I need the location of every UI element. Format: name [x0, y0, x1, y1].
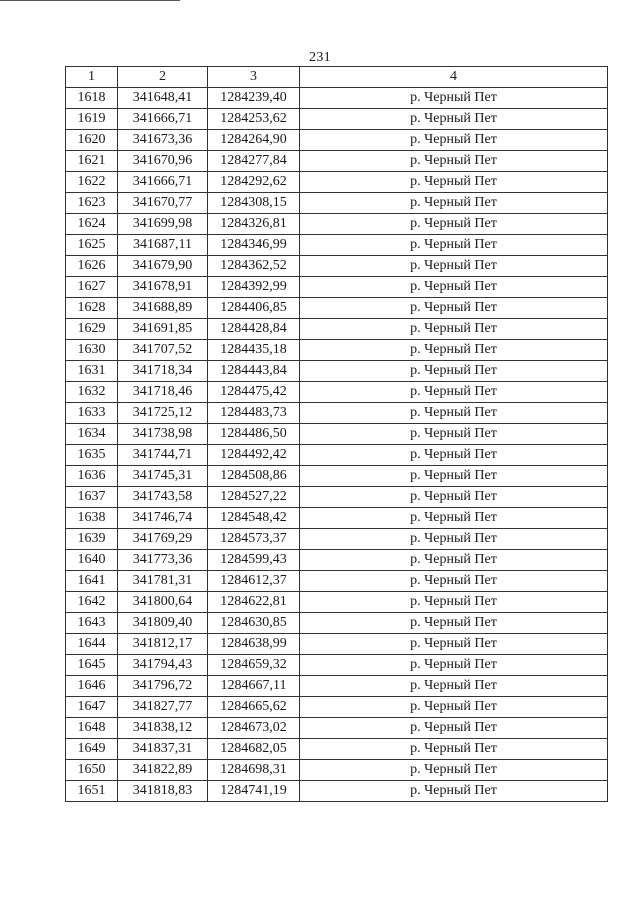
table-header — [66, 67, 608, 88]
point-number-cell: 1641 — [66, 571, 118, 592]
y-coordinate-cell: 1284638,99 — [208, 634, 300, 655]
table-row — [66, 193, 608, 214]
table-row — [66, 592, 608, 613]
point-number-cell: 1636 — [66, 466, 118, 487]
table-row — [66, 529, 608, 550]
object-name-cell: р. Черный Пет — [300, 193, 608, 214]
column-header-2: 2 — [118, 67, 208, 88]
table-row — [66, 151, 608, 172]
table-body — [66, 88, 608, 802]
point-number-cell: 1626 — [66, 256, 118, 277]
y-coordinate-cell: 1284292,62 — [208, 172, 300, 193]
point-number-cell: 1643 — [66, 613, 118, 634]
table-row — [66, 382, 608, 403]
table-row — [66, 298, 608, 319]
object-name-cell: р. Черный Пет — [300, 592, 608, 613]
column-header-1: 1 — [66, 67, 118, 88]
column-header-3: 3 — [208, 67, 300, 88]
x-coordinate-cell: 341773,36 — [118, 550, 208, 571]
object-name-cell: р. Черный Пет — [300, 109, 608, 130]
x-coordinate-cell: 341809,40 — [118, 613, 208, 634]
object-name-cell: р. Черный Пет — [300, 277, 608, 298]
y-coordinate-cell: 1284667,11 — [208, 676, 300, 697]
point-number-cell: 1621 — [66, 151, 118, 172]
point-number-cell: 1635 — [66, 445, 118, 466]
y-coordinate-cell: 1284612,37 — [208, 571, 300, 592]
table-row — [66, 403, 608, 424]
y-coordinate-cell: 1284599,43 — [208, 550, 300, 571]
x-coordinate-cell: 341666,71 — [118, 109, 208, 130]
point-number-cell: 1630 — [66, 340, 118, 361]
object-name-cell: р. Черный Пет — [300, 466, 608, 487]
table-row — [66, 718, 608, 739]
x-coordinate-cell: 341743,58 — [118, 487, 208, 508]
point-number-cell: 1639 — [66, 529, 118, 550]
x-coordinate-cell: 341670,96 — [118, 151, 208, 172]
x-coordinate-cell: 341725,12 — [118, 403, 208, 424]
point-number-cell: 1650 — [66, 760, 118, 781]
y-coordinate-cell: 1284475,42 — [208, 382, 300, 403]
table-row — [66, 445, 608, 466]
table-row — [66, 634, 608, 655]
point-number-cell: 1622 — [66, 172, 118, 193]
table-row — [66, 655, 608, 676]
y-coordinate-cell: 1284673,02 — [208, 718, 300, 739]
y-coordinate-cell: 1284277,84 — [208, 151, 300, 172]
table-row — [66, 571, 608, 592]
point-number-cell: 1618 — [66, 88, 118, 109]
object-name-cell: р. Черный Пет — [300, 718, 608, 739]
table-row — [66, 676, 608, 697]
object-name-cell: р. Черный Пет — [300, 697, 608, 718]
table-row — [66, 130, 608, 151]
x-coordinate-cell: 341781,31 — [118, 571, 208, 592]
y-coordinate-cell: 1284682,05 — [208, 739, 300, 760]
y-coordinate-cell: 1284264,90 — [208, 130, 300, 151]
object-name-cell: р. Черный Пет — [300, 445, 608, 466]
y-coordinate-cell: 1284346,99 — [208, 235, 300, 256]
table-row — [66, 361, 608, 382]
table-row — [66, 277, 608, 298]
point-number-cell: 1637 — [66, 487, 118, 508]
y-coordinate-cell: 1284486,50 — [208, 424, 300, 445]
x-coordinate-cell: 341794,43 — [118, 655, 208, 676]
point-number-cell: 1627 — [66, 277, 118, 298]
y-coordinate-cell: 1284392,99 — [208, 277, 300, 298]
object-name-cell: р. Черный Пет — [300, 781, 608, 802]
point-number-cell: 1628 — [66, 298, 118, 319]
object-name-cell: р. Черный Пет — [300, 256, 608, 277]
point-number-cell: 1631 — [66, 361, 118, 382]
object-name-cell: р. Черный Пет — [300, 214, 608, 235]
point-number-cell: 1638 — [66, 508, 118, 529]
x-coordinate-cell: 341670,77 — [118, 193, 208, 214]
coordinates-table — [65, 66, 608, 802]
x-coordinate-cell: 341673,36 — [118, 130, 208, 151]
x-coordinate-cell: 341718,46 — [118, 382, 208, 403]
point-number-cell: 1642 — [66, 592, 118, 613]
table-row — [66, 109, 608, 130]
point-number-cell: 1640 — [66, 550, 118, 571]
object-name-cell: р. Черный Пет — [300, 739, 608, 760]
point-number-cell: 1619 — [66, 109, 118, 130]
object-name-cell: р. Черный Пет — [300, 634, 608, 655]
object-name-cell: р. Черный Пет — [300, 319, 608, 340]
table-row — [66, 340, 608, 361]
x-coordinate-cell: 341822,89 — [118, 760, 208, 781]
point-number-cell: 1624 — [66, 214, 118, 235]
x-coordinate-cell: 341837,31 — [118, 739, 208, 760]
column-header-4: 4 — [300, 67, 608, 88]
point-number-cell: 1646 — [66, 676, 118, 697]
table-row — [66, 613, 608, 634]
table-row — [66, 487, 608, 508]
object-name-cell: р. Черный Пет — [300, 130, 608, 151]
y-coordinate-cell: 1284527,22 — [208, 487, 300, 508]
table-row — [66, 235, 608, 256]
y-coordinate-cell: 1284508,86 — [208, 466, 300, 487]
table-row — [66, 739, 608, 760]
y-coordinate-cell: 1284548,42 — [208, 508, 300, 529]
x-coordinate-cell: 341745,31 — [118, 466, 208, 487]
object-name-cell: р. Черный Пет — [300, 529, 608, 550]
y-coordinate-cell: 1284443,84 — [208, 361, 300, 382]
table-row — [66, 781, 608, 802]
point-number-cell: 1623 — [66, 193, 118, 214]
point-number-cell: 1620 — [66, 130, 118, 151]
point-number-cell: 1645 — [66, 655, 118, 676]
object-name-cell: р. Черный Пет — [300, 655, 608, 676]
x-coordinate-cell: 341699,98 — [118, 214, 208, 235]
y-coordinate-cell: 1284362,52 — [208, 256, 300, 277]
object-name-cell: р. Черный Пет — [300, 88, 608, 109]
table-row — [66, 508, 608, 529]
point-number-cell: 1648 — [66, 718, 118, 739]
y-coordinate-cell: 1284573,37 — [208, 529, 300, 550]
point-number-cell: 1634 — [66, 424, 118, 445]
table-row — [66, 214, 608, 235]
object-name-cell: р. Черный Пет — [300, 361, 608, 382]
table-row — [66, 88, 608, 109]
object-name-cell: р. Черный Пет — [300, 151, 608, 172]
table-row — [66, 256, 608, 277]
table-row — [66, 424, 608, 445]
object-name-cell: р. Черный Пет — [300, 172, 608, 193]
x-coordinate-cell: 341687,11 — [118, 235, 208, 256]
y-coordinate-cell: 1284665,62 — [208, 697, 300, 718]
x-coordinate-cell: 341707,52 — [118, 340, 208, 361]
y-coordinate-cell: 1284622,81 — [208, 592, 300, 613]
x-coordinate-cell: 341679,90 — [118, 256, 208, 277]
object-name-cell: р. Черный Пет — [300, 382, 608, 403]
table-row — [66, 172, 608, 193]
object-name-cell: р. Черный Пет — [300, 298, 608, 319]
object-name-cell: р. Черный Пет — [300, 424, 608, 445]
object-name-cell: р. Черный Пет — [300, 550, 608, 571]
y-coordinate-cell: 1284698,31 — [208, 760, 300, 781]
point-number-cell: 1632 — [66, 382, 118, 403]
point-number-cell: 1625 — [66, 235, 118, 256]
x-coordinate-cell: 341648,41 — [118, 88, 208, 109]
x-coordinate-cell: 341812,17 — [118, 634, 208, 655]
point-number-cell: 1647 — [66, 697, 118, 718]
x-coordinate-cell: 341688,89 — [118, 298, 208, 319]
y-coordinate-cell: 1284659,32 — [208, 655, 300, 676]
x-coordinate-cell: 341827,77 — [118, 697, 208, 718]
x-coordinate-cell: 341678,91 — [118, 277, 208, 298]
point-number-cell: 1649 — [66, 739, 118, 760]
point-number-cell: 1644 — [66, 634, 118, 655]
x-coordinate-cell: 341744,71 — [118, 445, 208, 466]
object-name-cell: р. Черный Пет — [300, 487, 608, 508]
point-number-cell: 1651 — [66, 781, 118, 802]
y-coordinate-cell: 1284308,15 — [208, 193, 300, 214]
x-coordinate-cell: 341818,83 — [118, 781, 208, 802]
y-coordinate-cell: 1284435,18 — [208, 340, 300, 361]
x-coordinate-cell: 341838,12 — [118, 718, 208, 739]
y-coordinate-cell: 1284492,42 — [208, 445, 300, 466]
object-name-cell: р. Черный Пет — [300, 235, 608, 256]
y-coordinate-cell: 1284239,40 — [208, 88, 300, 109]
y-coordinate-cell: 1284253,62 — [208, 109, 300, 130]
y-coordinate-cell: 1284483,73 — [208, 403, 300, 424]
table-row — [66, 550, 608, 571]
object-name-cell: р. Черный Пет — [300, 760, 608, 781]
scan-edge-line — [0, 0, 180, 1]
y-coordinate-cell: 1284428,84 — [208, 319, 300, 340]
object-name-cell: р. Черный Пет — [300, 571, 608, 592]
header-row — [66, 67, 608, 88]
table-row — [66, 466, 608, 487]
object-name-cell: р. Черный Пет — [300, 676, 608, 697]
x-coordinate-cell: 341769,29 — [118, 529, 208, 550]
x-coordinate-cell: 341800,64 — [118, 592, 208, 613]
x-coordinate-cell: 341691,85 — [118, 319, 208, 340]
object-name-cell: р. Черный Пет — [300, 508, 608, 529]
x-coordinate-cell: 341718,34 — [118, 361, 208, 382]
x-coordinate-cell: 341746,74 — [118, 508, 208, 529]
x-coordinate-cell: 341738,98 — [118, 424, 208, 445]
object-name-cell: р. Черный Пет — [300, 613, 608, 634]
y-coordinate-cell: 1284326,81 — [208, 214, 300, 235]
y-coordinate-cell: 1284406,85 — [208, 298, 300, 319]
x-coordinate-cell: 341796,72 — [118, 676, 208, 697]
table-row — [66, 319, 608, 340]
y-coordinate-cell: 1284741,19 — [208, 781, 300, 802]
table-row — [66, 697, 608, 718]
point-number-cell: 1633 — [66, 403, 118, 424]
object-name-cell: р. Черный Пет — [300, 340, 608, 361]
table-row — [66, 760, 608, 781]
point-number-cell: 1629 — [66, 319, 118, 340]
page-number: 231 — [309, 50, 331, 65]
x-coordinate-cell: 341666,71 — [118, 172, 208, 193]
object-name-cell: р. Черный Пет — [300, 403, 608, 424]
y-coordinate-cell: 1284630,85 — [208, 613, 300, 634]
